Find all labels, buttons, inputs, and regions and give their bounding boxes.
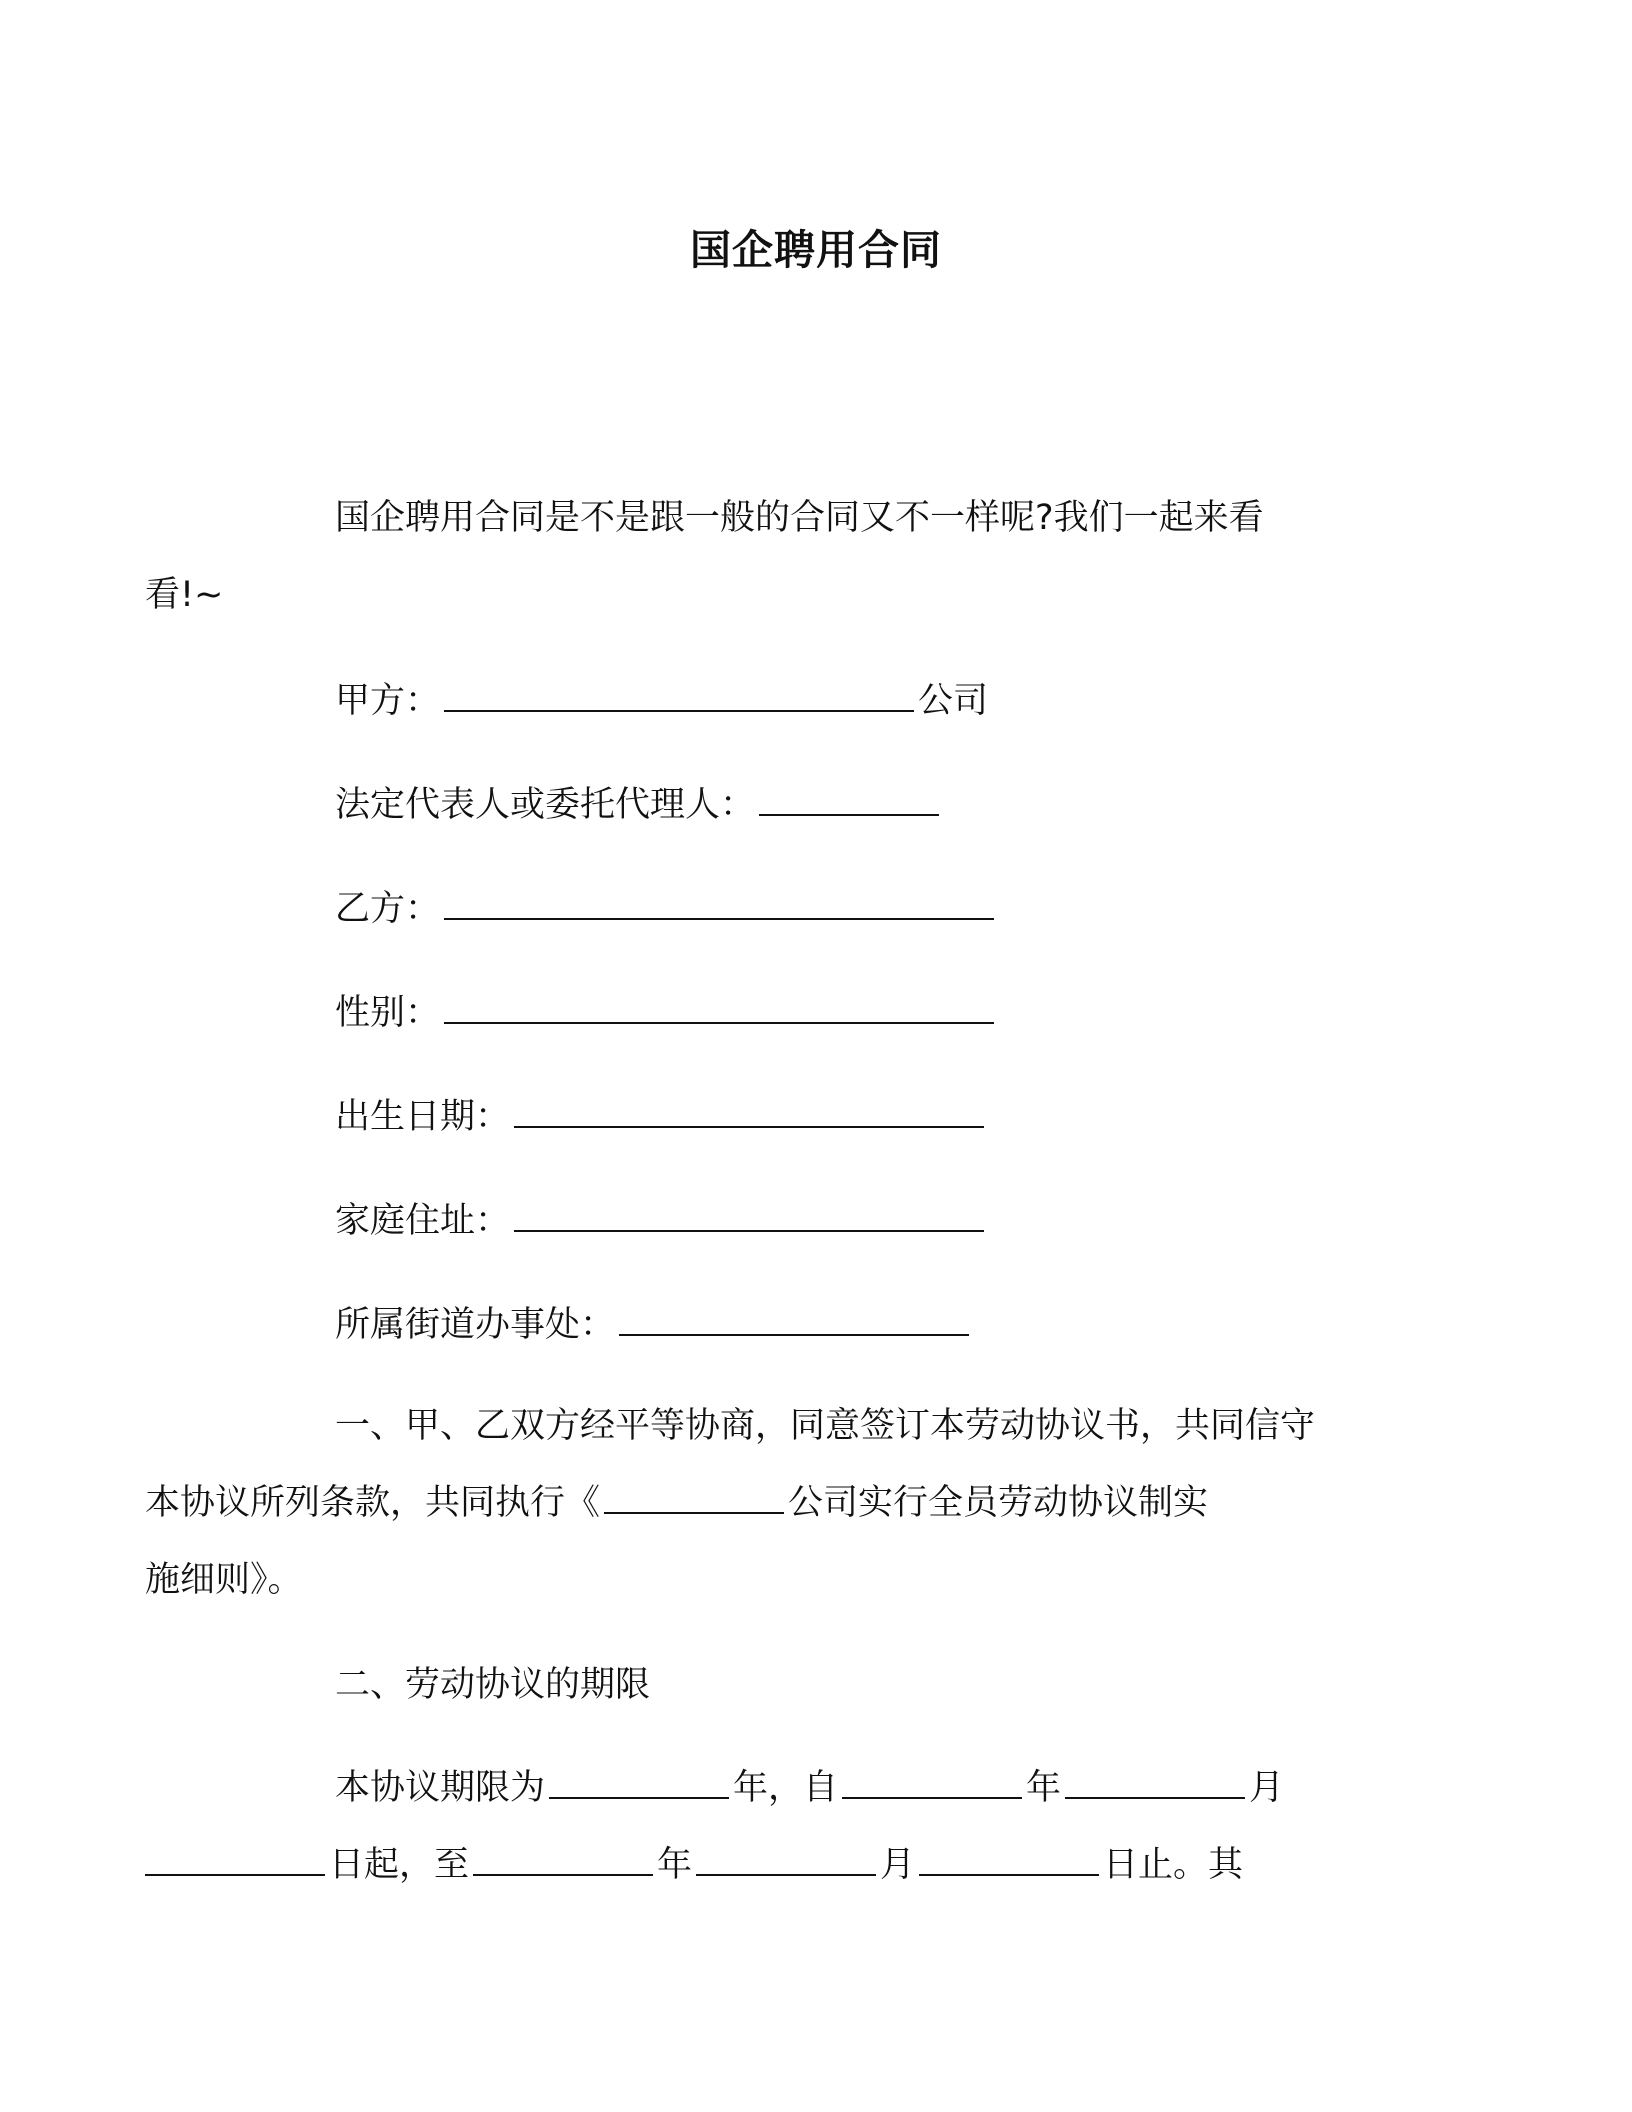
legal-rep-blank: [759, 784, 939, 816]
street-office-field: [335, 1300, 973, 1350]
intro-line-2: 看!~: [145, 575, 224, 615]
section-1-line-2: [145, 1465, 1390, 1542]
section-1-line-3: 施细则》。: [145, 1560, 303, 1600]
term-years-blank: [549, 1767, 729, 1799]
term-text-g: 月: [880, 1845, 916, 1885]
end-month-blank: [696, 1844, 876, 1876]
home-address-blank: [514, 1200, 984, 1232]
term-text-c: 年: [1026, 1768, 1062, 1808]
gender-field: [335, 988, 998, 1038]
legal-rep-field: [335, 780, 943, 830]
term-text-h: 日止。其: [1103, 1845, 1244, 1885]
street-office-label: 所属街道办事处：: [335, 1305, 616, 1345]
street-office-blank: [619, 1304, 969, 1336]
section-2-paragraph: [240, 1750, 1390, 1904]
party-a-blank: [444, 680, 914, 712]
start-year-blank: [842, 1767, 1022, 1799]
term-text-d: 月: [1249, 1768, 1285, 1808]
section-1-line-1: 一、甲、乙双方经平等协商，同意签订本劳动协议书，共同信守: [335, 1406, 1316, 1446]
section-2-heading: 二、劳动协议的期限: [335, 1665, 651, 1705]
term-text-f: 年: [657, 1845, 693, 1885]
party-b-blank: [444, 888, 994, 920]
term-text-e: 日起，至: [329, 1845, 470, 1885]
end-day-blank: [919, 1844, 1099, 1876]
section-1-line-2-start: 本协议所列条款，共同执行《: [145, 1483, 601, 1523]
birth-date-blank: [514, 1096, 984, 1128]
party-b-label: 乙方：: [335, 889, 441, 929]
term-text-b: 年，自: [733, 1768, 839, 1808]
end-year-blank: [473, 1844, 653, 1876]
gender-blank: [444, 992, 994, 1024]
home-address-label: 家庭住址：: [335, 1201, 511, 1241]
start-month-blank: [1065, 1767, 1245, 1799]
section-1-line-2-end: 公司实行全员劳动协议制实: [788, 1483, 1209, 1523]
party-b-field: [335, 884, 998, 934]
intro-line-1: 国企聘用合同是不是跟一般的合同又不一样呢?我们一起来看: [335, 498, 1264, 538]
section-2-line-1: [240, 1750, 1390, 1827]
party-a-suffix: 公司: [918, 681, 989, 721]
company-name-blank: [604, 1482, 784, 1514]
section-2-line-2: [145, 1827, 1390, 1904]
intro-paragraph: [145, 480, 1390, 634]
document-title: 国企聘用合同: [690, 226, 942, 274]
start-day-blank: [145, 1844, 325, 1876]
section-1-paragraph: [145, 1388, 1390, 1619]
home-address-field: [335, 1196, 988, 1246]
birth-date-label: 出生日期：: [335, 1097, 511, 1137]
term-text-a: 本协议期限为: [335, 1768, 546, 1808]
legal-rep-label: 法定代表人或委托代理人：: [335, 785, 756, 825]
party-a-label: 甲方：: [335, 681, 441, 721]
party-a-field: [335, 676, 988, 726]
gender-label: 性别：: [335, 993, 441, 1033]
birth-date-field: [335, 1092, 988, 1142]
